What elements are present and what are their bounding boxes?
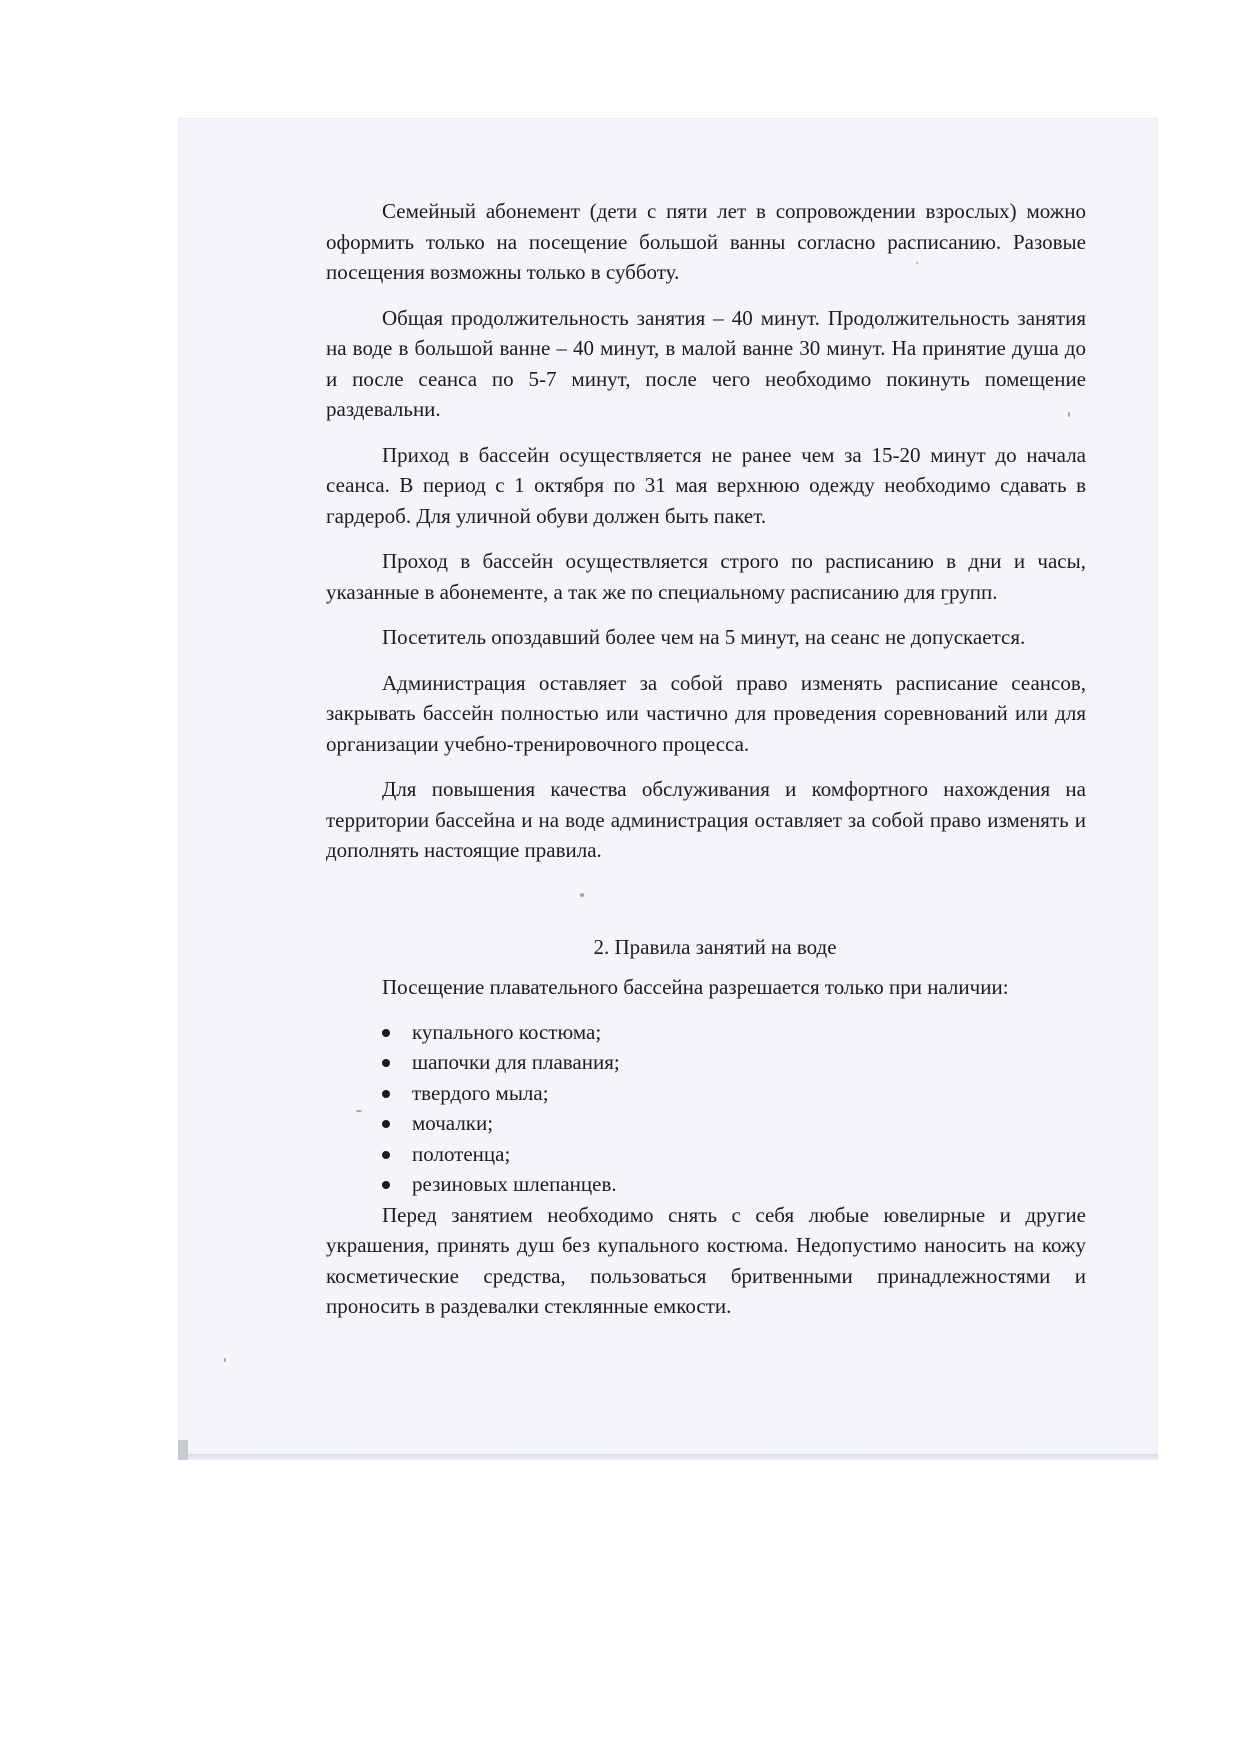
list-item-text: резиновых шлепанцев. [412,1172,617,1196]
paragraph-administration-rights: Администрация оставляет за собой право изменять расписание сеансов, закрывать бассейн полностью или частично для проведения соревнований или для организации учебно-тренировочного процесса. [326,670,1086,756]
bullet-icon [382,1059,390,1067]
bullet-icon [382,1181,390,1189]
list-item-text: шапочки для плавания; [412,1050,620,1074]
list-item [412,1169,1086,1200]
bullet-icon [382,1151,390,1159]
bullet-icon [382,1120,390,1128]
list-item-text: твердого мыла; [412,1080,549,1105]
list-item-text: полотенца; [412,1141,511,1166]
list-item-text: мочалки; [412,1111,494,1135]
paragraph-session-duration: Общая продолжительность занятия – 40 минут. Продолжительность занятия на воде в большой ванне – 40 минут, в малой ванне 30 минут. На принятие душа до и после сеанса по 5-7 минут, после чего необходимо покинуть помещение раздевальни. [326,305,1086,421]
scan-edge-shadow [178,1454,1158,1460]
paragraph-arrival: Приход в бассейн осуществляется не ранее чем за 15-20 минут до начала сеанса. В период с 1 октября по 31 мая верхнюю одежду необходимо сдавать в гардероб. Для уличной обуви должен быть пакет. [326,442,1086,528]
paragraph-entry-schedule: Проход в бассейн осуществляется строго по расписанию в дни и часы, указанные в абонементе, а так же по специальному расписанию для групп. [326,549,1086,604]
list-item [412,1139,1086,1170]
list-item [412,1017,1086,1048]
document-body [326,196,1086,1322]
paragraph-family-pass: Семейный абонемент (дети с пяти лет в сопровождении взрослых) можно оформить только на посещение большой ванны согласно расписанию. Разовые посещения возможны только в субботу. [326,199,1086,284]
bullet-icon [382,1090,390,1098]
requirements-list [326,1017,1086,1200]
list-item [412,1078,1086,1109]
section-heading: 2. Правила занятий на воде [593,934,837,959]
scan-speck [224,1358,226,1362]
scan-corner-shadow [178,1440,188,1460]
bullet-icon [382,1029,390,1037]
paragraph-rules-changes: Для повышения качества обслуживания и комфортного нахождения на территории бассейна и на воде администрация оставляет за собой право изменять и дополнять настоящие правила. [326,777,1086,862]
list-item [412,1108,1086,1139]
paragraph-late-arrival: Посетитель опоздавший более чем на 5 минут, на сеанс не допускается. [382,625,1026,649]
requirements-intro: Посещение плавательного бассейна разрешается только при наличии: [382,975,1009,999]
paragraph-before-swimming: Перед занятием необходимо снять с себя любые ювелирные и другие украшения, принять душ без купального костюма. Недопустимо наносить на кожу косметические средства, пользоваться бритвенными принадлежностями и проносить в раздевалки стеклянные емкости. [326,1202,1086,1318]
list-item [412,1047,1086,1078]
list-item-text: купального костюма; [412,1019,602,1044]
